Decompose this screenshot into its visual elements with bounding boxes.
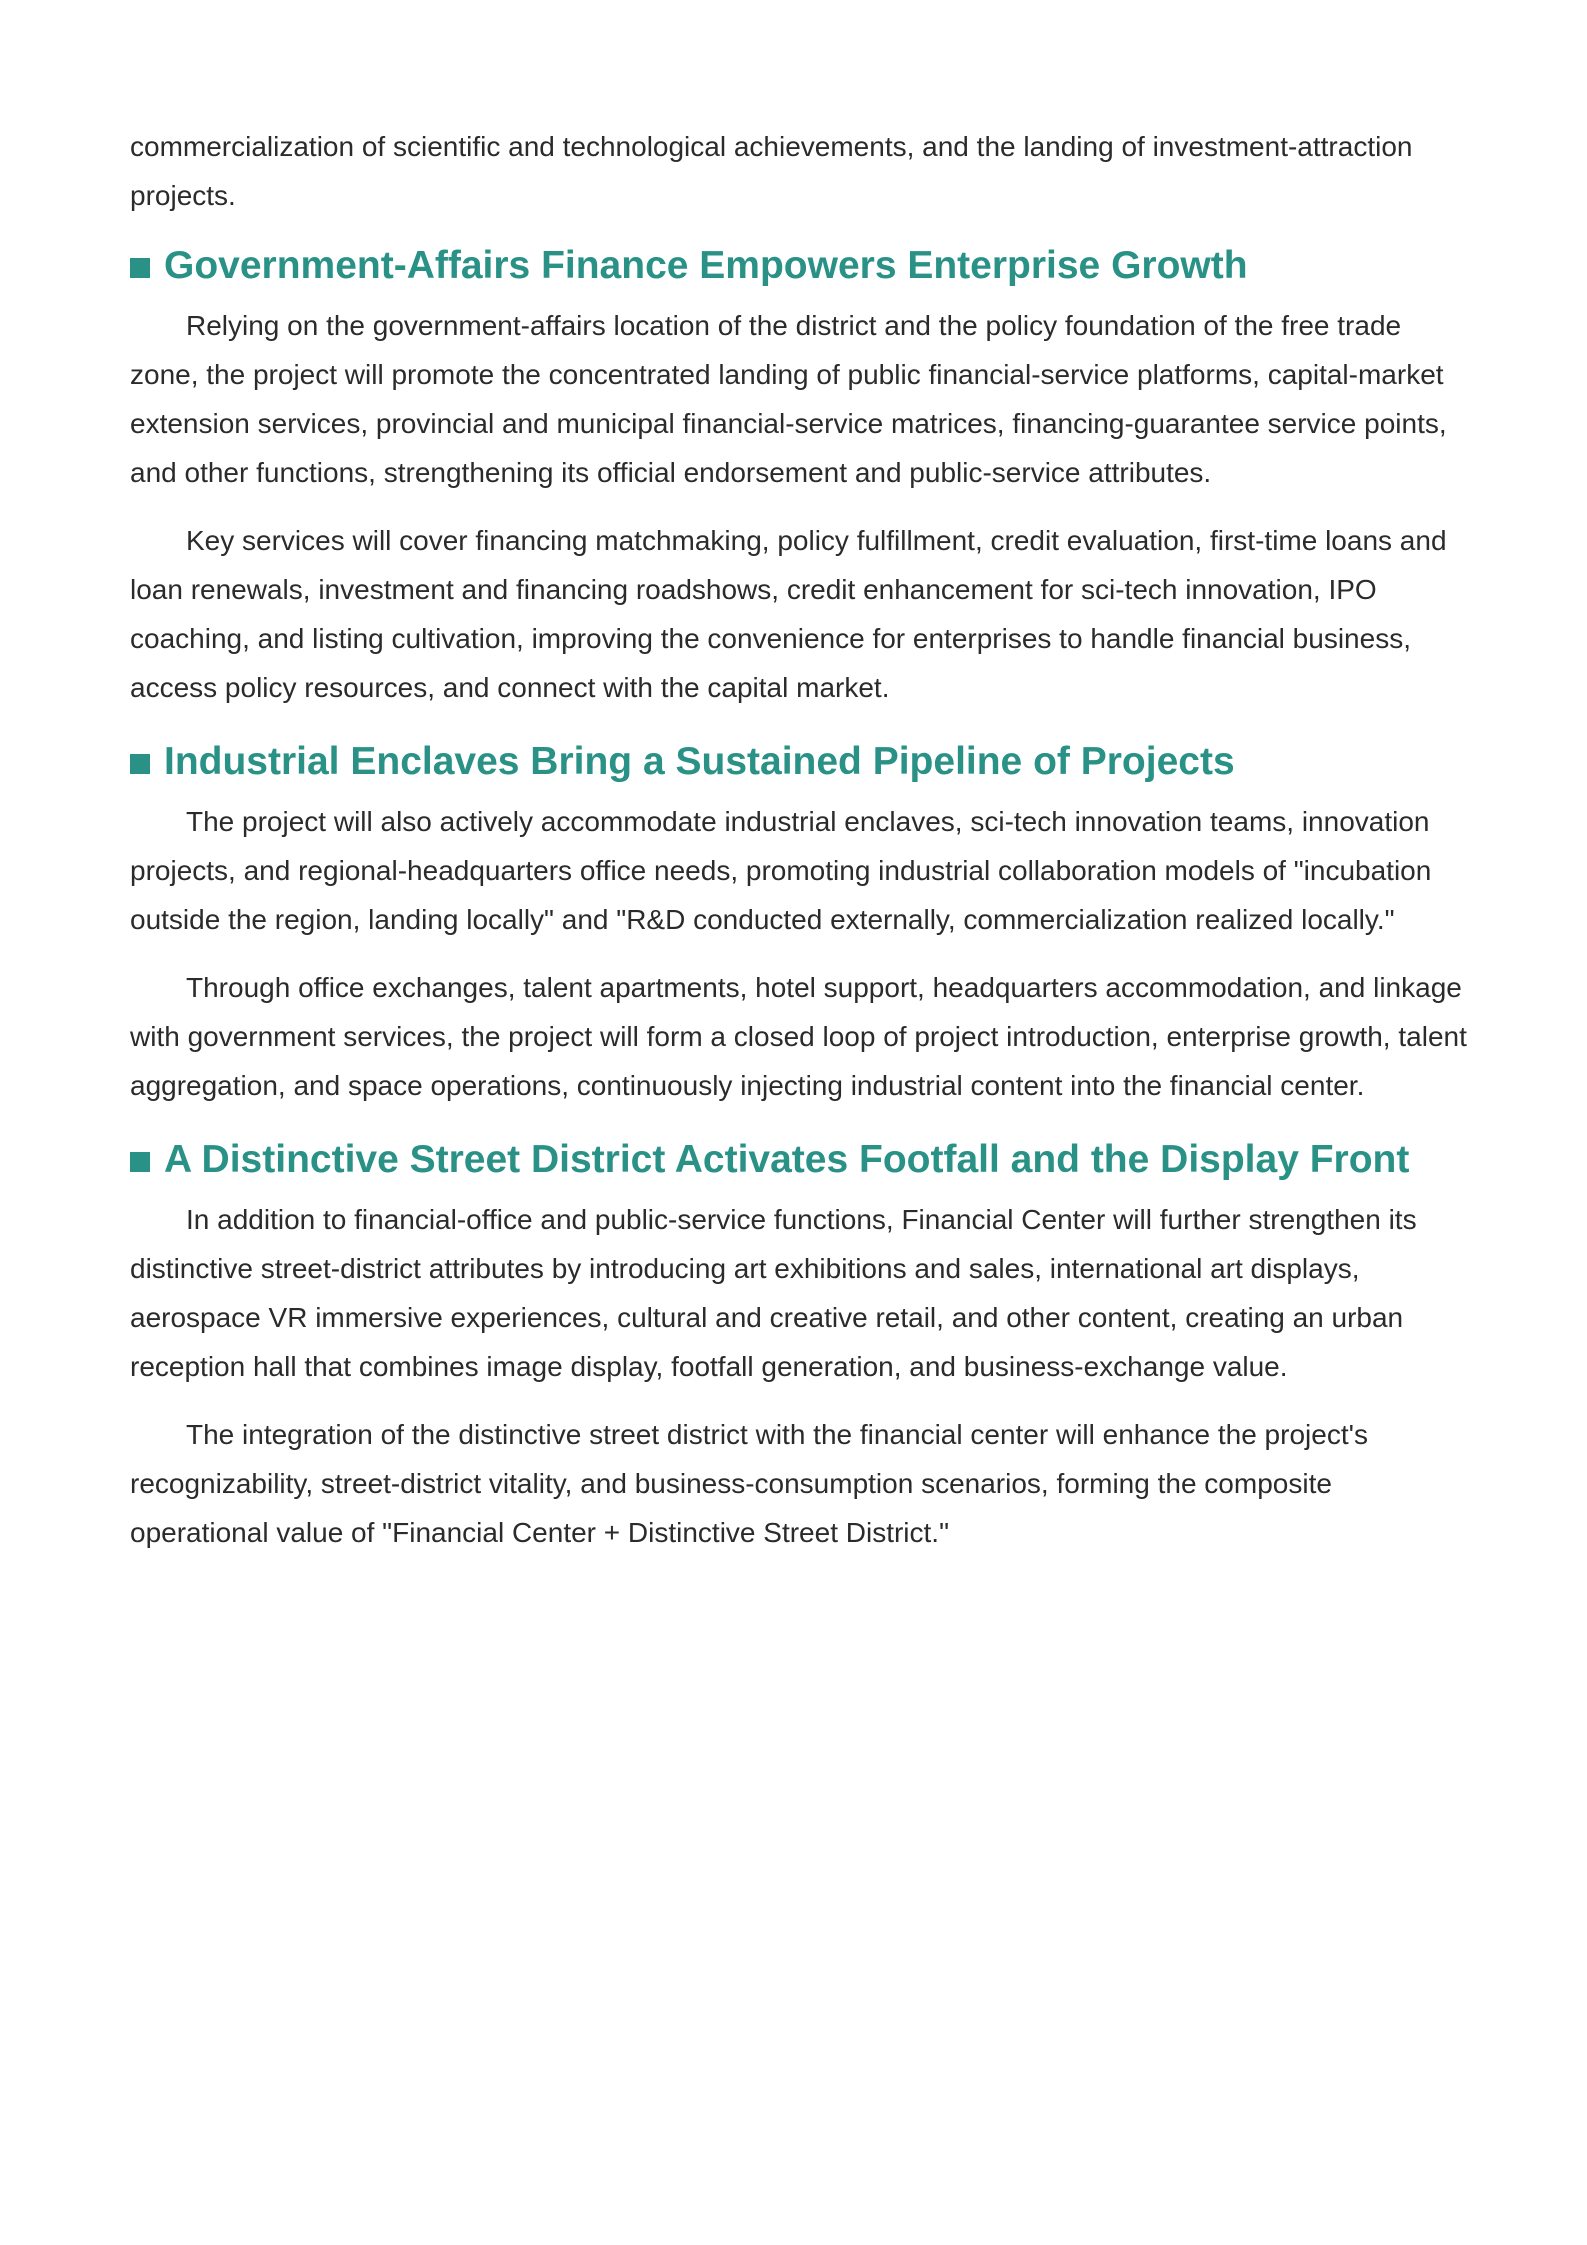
section-heading-text: A Distinctive Street District Activates Footfall and the Display Front <box>164 1138 1410 1181</box>
section-paragraph: Key services will cover financing matchmaking, policy fulfillment, credit evaluation, first-time loans and loan renewals, investment and financing roadshows, credit enhancement for sci-tech innovation, IPO coaching, and listing cultivation, improving the convenience for enterprises to handle financial business, access policy resources, and connect with the capital market. <box>130 525 1447 703</box>
section-paragraph: In addition to financial-office and public-service functions, Financial Center will further strengthen its distinctive street-district attributes by introducing art exhibitions and sales, international art displays, aerospace VR immersive experiences, cultural and creative retail, and other content, creating an urban reception hall that combines image display, footfall generation, and business-exchange value. <box>130 1204 1417 1382</box>
square-bullet-icon <box>130 754 150 774</box>
document-page <box>130 122 1475 1582</box>
intro-paragraph: commercialization of scientific and technological achievements, and the landing of investment-attraction projects. <box>130 131 1413 211</box>
section-paragraph: Relying on the government-affairs location of the district and the policy foundation of the free trade zone, the project will promote the concentrated landing of public financial-service platforms, capital-market extension services, provincial and municipal financial-service matrices, financing-guarantee service points, and other functions, strengthening its official endorsement and public-service attributes. <box>130 310 1447 488</box>
section-heading <box>130 737 1475 787</box>
section-heading-text: Government-Affairs Finance Empowers Enterprise Growth <box>164 244 1248 287</box>
section-paragraph: The integration of the distinctive street district with the financial center will enhance the project's recognizability, street-district vitality, and business-consumption scenarios, forming the composite operational value of "Financial Center + Distinctive Street District." <box>130 1419 1368 1548</box>
section-heading-wrap <box>130 737 1475 787</box>
section-government-affairs-finance <box>130 241 1475 712</box>
section-heading-text: Industrial Enclaves Bring a Sustained Pipeline of Projects <box>164 740 1235 783</box>
section-heading-wrap <box>130 241 1475 291</box>
section-industrial-enclaves <box>130 737 1475 1110</box>
section-distinctive-street-district <box>130 1135 1475 1557</box>
section-heading-wrap <box>130 1135 1475 1185</box>
section-heading <box>130 1135 1475 1185</box>
square-bullet-icon <box>130 1152 150 1172</box>
section-heading <box>130 241 1475 291</box>
square-bullet-icon <box>130 258 150 278</box>
section-paragraph: The project will also actively accommodate industrial enclaves, sci-tech innovation teams, innovation projects, and regional-headquarters office needs, promoting industrial collaboration models of "incubation outside the region, landing locally" and "R&D conducted externally, commercialization realized locally." <box>130 806 1432 935</box>
section-paragraph: Through office exchanges, talent apartments, hotel support, headquarters accommodation, and linkage with government services, the project will form a closed loop of project introduction, enterprise growth, talent aggregation, and space operations, continuously injecting industrial content into the financial center. <box>130 972 1467 1101</box>
